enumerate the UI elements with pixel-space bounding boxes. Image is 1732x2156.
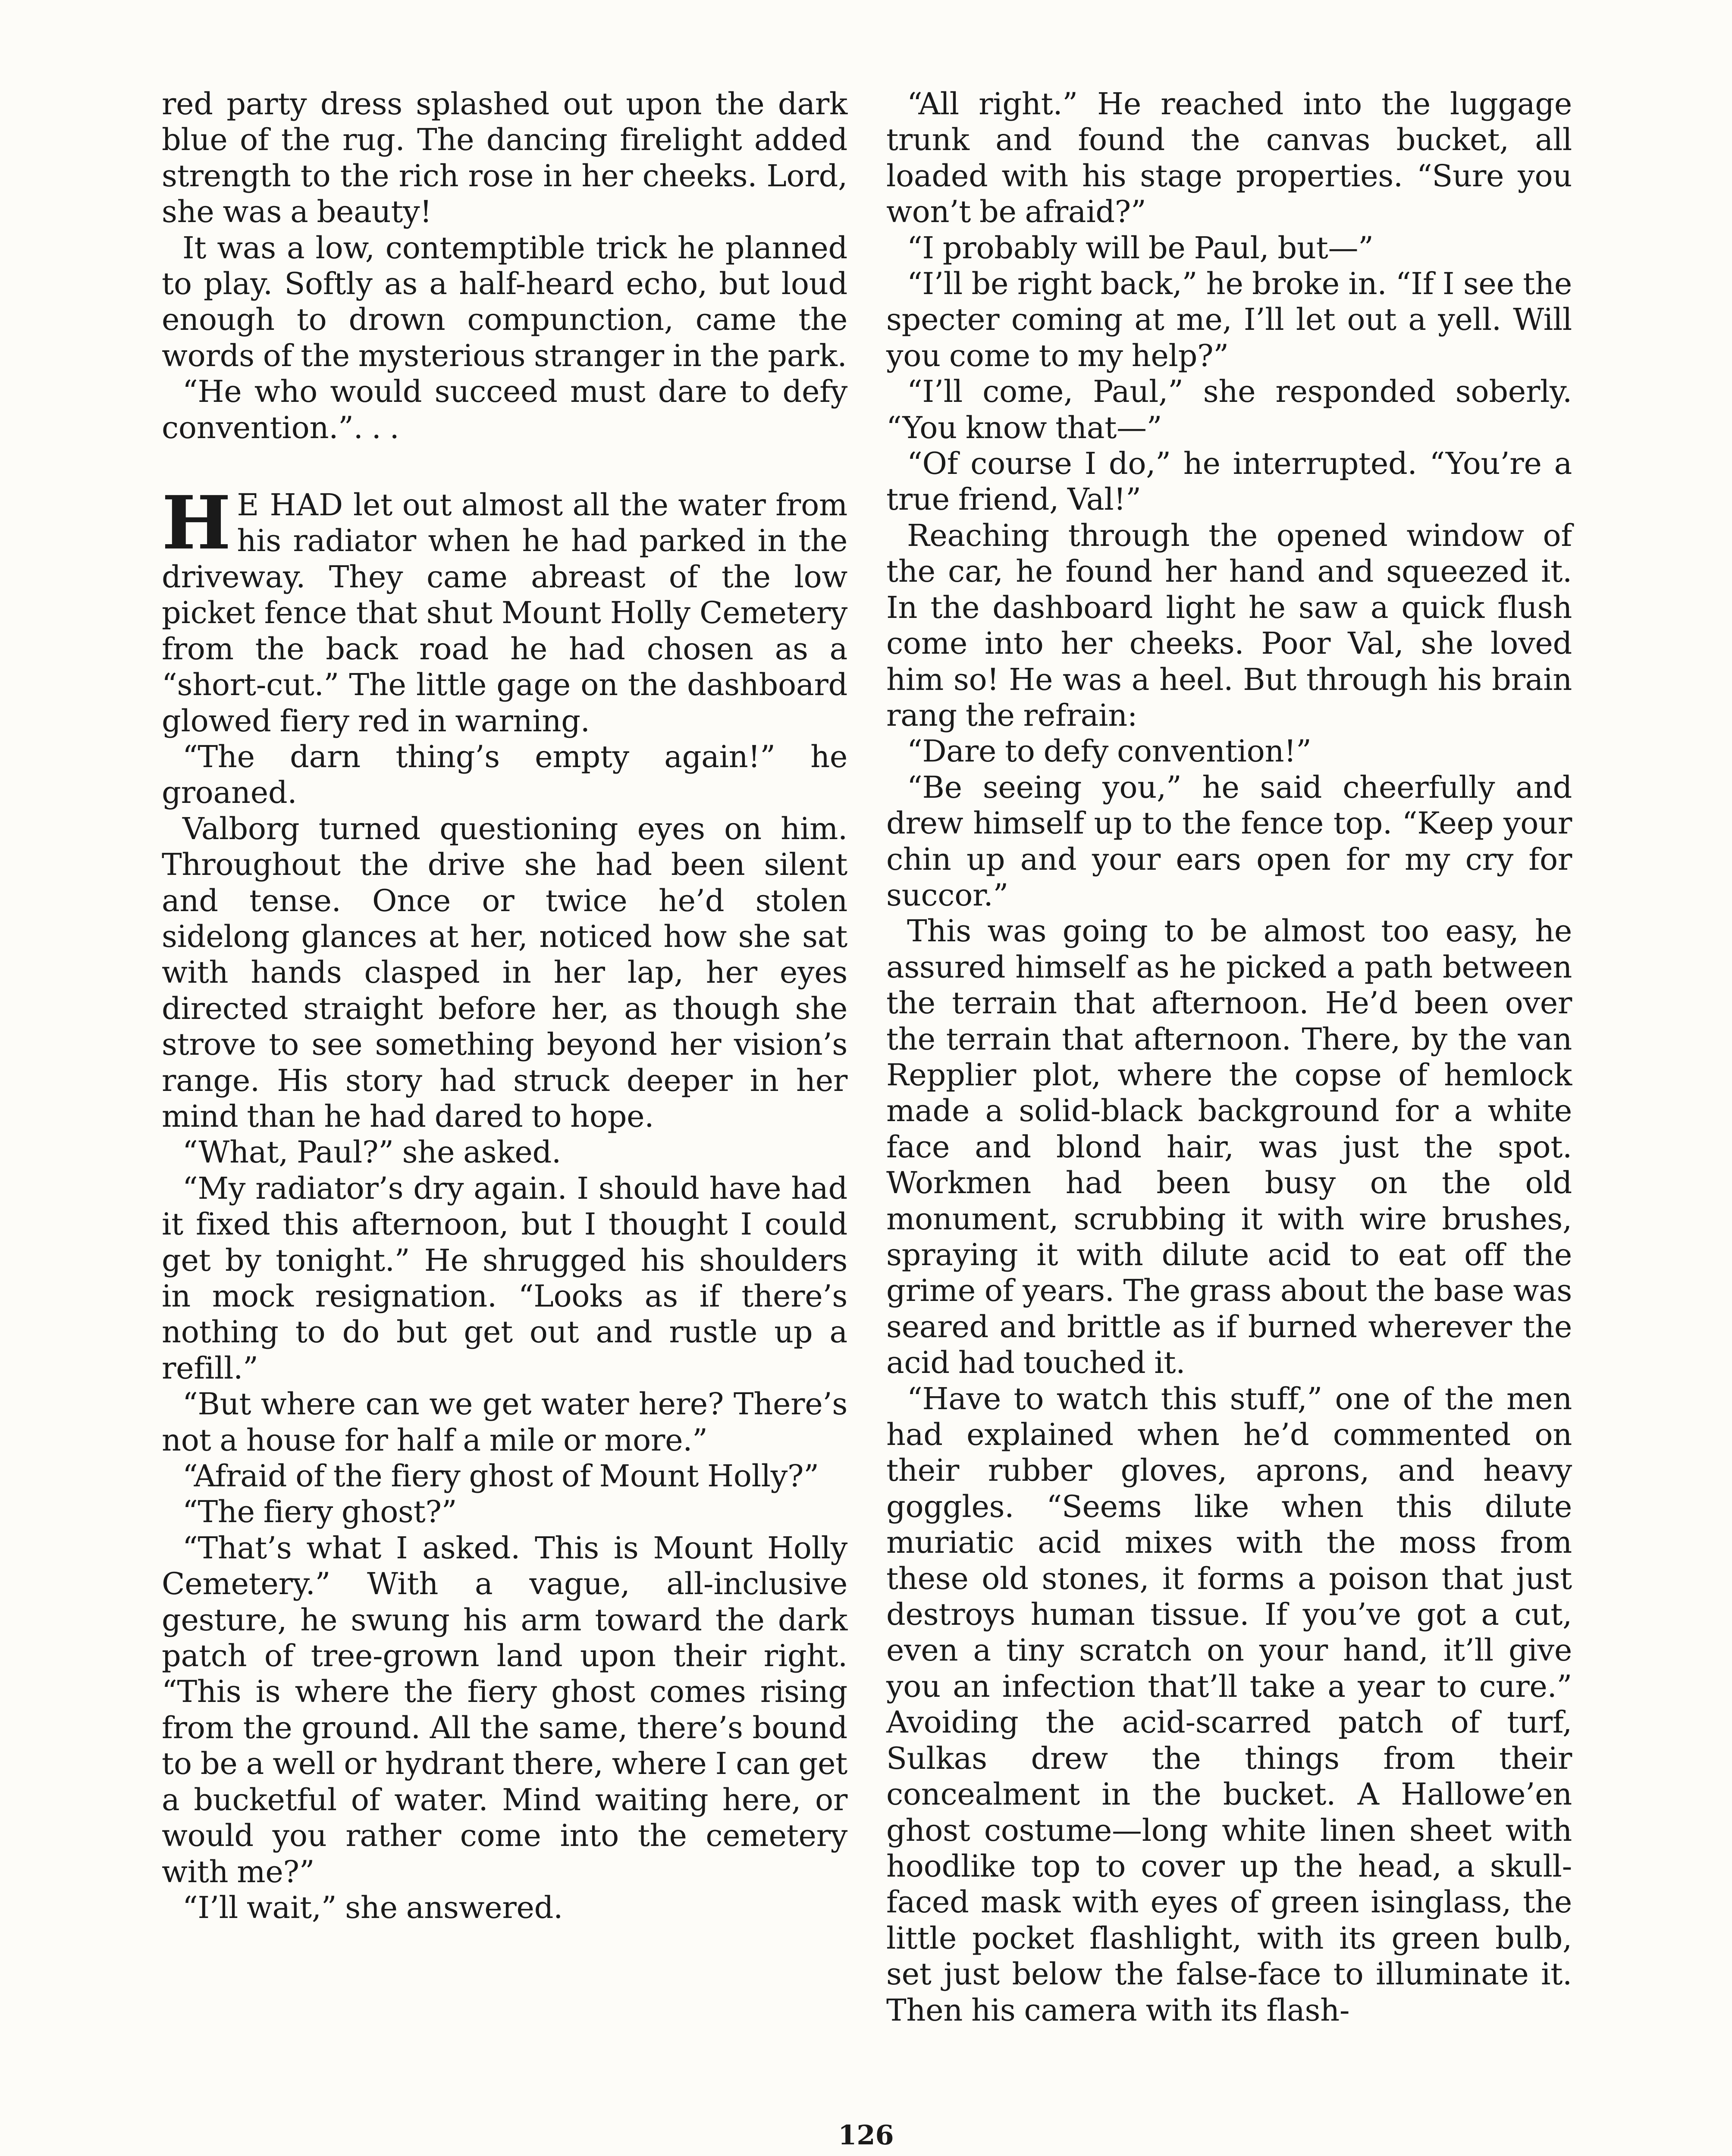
paragraph: “I’ll wait,” she answered. — [182, 1890, 563, 1925]
paragraph: “But where can we get water here? There’s not a house for half a mile or more.” — [162, 1386, 847, 1458]
paragraph: “I’ll be right back,” he broke in. “If I see the specter coming at me, I’ll let out a yell. Will you come to my help?” — [886, 266, 1572, 373]
paragraph: This was going to be almost too easy, he assured himself as he picked a path between the terrain that afternoon. He’d been over the terrain that afternoon. There, by the van Repplier plot, where the copse of hemlock made a solid-black background for a white face and blond hair, was just the spot. Workmen had been busy on the old monument, scrubbing it with wire brushes, spraying it with dilute acid to eat off the grime of years. The grass about the base was seared and brittle as if burned wherever the acid had touched it. — [886, 913, 1572, 1381]
lead-in-caps: E HAD — [237, 487, 344, 523]
paragraph: “What, Paul?” she asked. — [182, 1134, 561, 1170]
page-number: 126 — [838, 2119, 894, 2151]
paragraph: “Afraid of the fiery ghost of Mount Holly?” — [182, 1458, 819, 1494]
paragraph: “Be seeing you,” he said cheerfully and drew himself up to the fence top. “Keep your chin up and your ears open for my cry for succor.” — [886, 769, 1572, 913]
paragraph: “The fiery ghost?” — [182, 1494, 457, 1530]
paragraph: “That’s what I asked. This is Mount Holly Cemetery.” With a vague, all-inclusive gesture, he swung his arm toward the dark patch of tree-grown land upon their right. “This is where the fiery ghost comes rising from the ground. All the same, there’s bound to be a well or hydrant there, where I can get a bucketful of water. Mind waiting here, or would you rather come into the cemetery with me?” — [162, 1530, 847, 1890]
drop-cap: H — [162, 480, 231, 567]
paragraph: “I probably will be Paul, but—” — [907, 230, 1374, 266]
paragraph: “I’ll come, Paul,” she responded soberly. “You know that—” — [886, 374, 1572, 445]
section-gap — [162, 446, 847, 487]
paragraph: red party dress splashed out upon the dark blue of the rug. The dancing firelight added strength to the rich rose in her cheeks. Lord, she was a beauty! — [162, 86, 847, 230]
paragraph: “My radiator’s dry again. I should have had it fixed this afternoon, but I thought I could get by tonight.” He shrugged his shoulders in mock resignation. “Looks as if there’s nothing to do but get out and rustle up a refill.” — [162, 1170, 847, 1386]
left-column — [162, 86, 847, 1926]
paragraph: “Have to watch this stuff,” one of the men had explained when he’d commented on their rubber gloves, aprons, and heavy goggles. “Seems like when this dilute muriatic acid mixes with the moss from these old stones, it forms a poison that just destroys human tissue. If you’ve got a cut, even a tiny scratch on your hand, it’ll give you an infection that’ll take a year to cure.” Avoiding the acid-scarred patch of turf, Sulkas drew the things from their concealment in the bucket. A Hallowe’en ghost costume—long white linen sheet with hoodlike top to cover up the head, a skull-faced mask with eyes of green isinglass, the little pocket flashlight, with its green bulb, set just below the false-face to illuminate it. Then his camera with its flash- — [886, 1381, 1572, 2028]
paragraph: “All right.” He reached into the luggage trunk and found the canvas bucket, all loaded with his stage properties. “Sure you won’t be afraid?” — [886, 86, 1572, 230]
section-opening-text: let out almost all the water from his radiator when he had parked in the driveway. They came abreast of the low picket fence that shut Mount Holly Cemetery from the back road he had chosen as a “short-cut.” The little gage on the dashboard glowed fiery red in warning. — [162, 487, 847, 739]
paragraph: It was a low, contemptible trick he planned to play. Softly as a half-heard echo, but loud enough to drown compunction, came the words of the mysterious stranger in the park. — [162, 230, 847, 373]
paragraph: “Dare to defy convention!” — [907, 733, 1312, 769]
paragraph: “Of course I do,” he interrupted. “You’re a true friend, Val!” — [886, 446, 1572, 517]
paragraph: “He who would succeed must dare to defy convention.”. . . — [162, 374, 847, 445]
right-column — [886, 86, 1572, 2028]
section-opening-paragraph — [162, 480, 847, 739]
paragraph: Reaching through the opened window of the car, he found her hand and squeezed it. In the dashboard light he saw a quick flush come into her cheeks. Poor Val, she loved him so! He was a heel. But through his brain rang the refrain: — [886, 517, 1572, 733]
paragraph: “The darn thing’s empty again!” he groaned. — [162, 739, 847, 811]
paragraph: Valborg turned questioning eyes on him. Throughout the drive she had been silent and tense. Once or twice he’d stolen sidelong glances at her, noticed how she sat with hands clasped in her lap, her eyes directed straight before her, as though she strove to see something beyond her vision’s range. His story had struck deeper in her mind than he had dared to hope. — [162, 811, 847, 1134]
